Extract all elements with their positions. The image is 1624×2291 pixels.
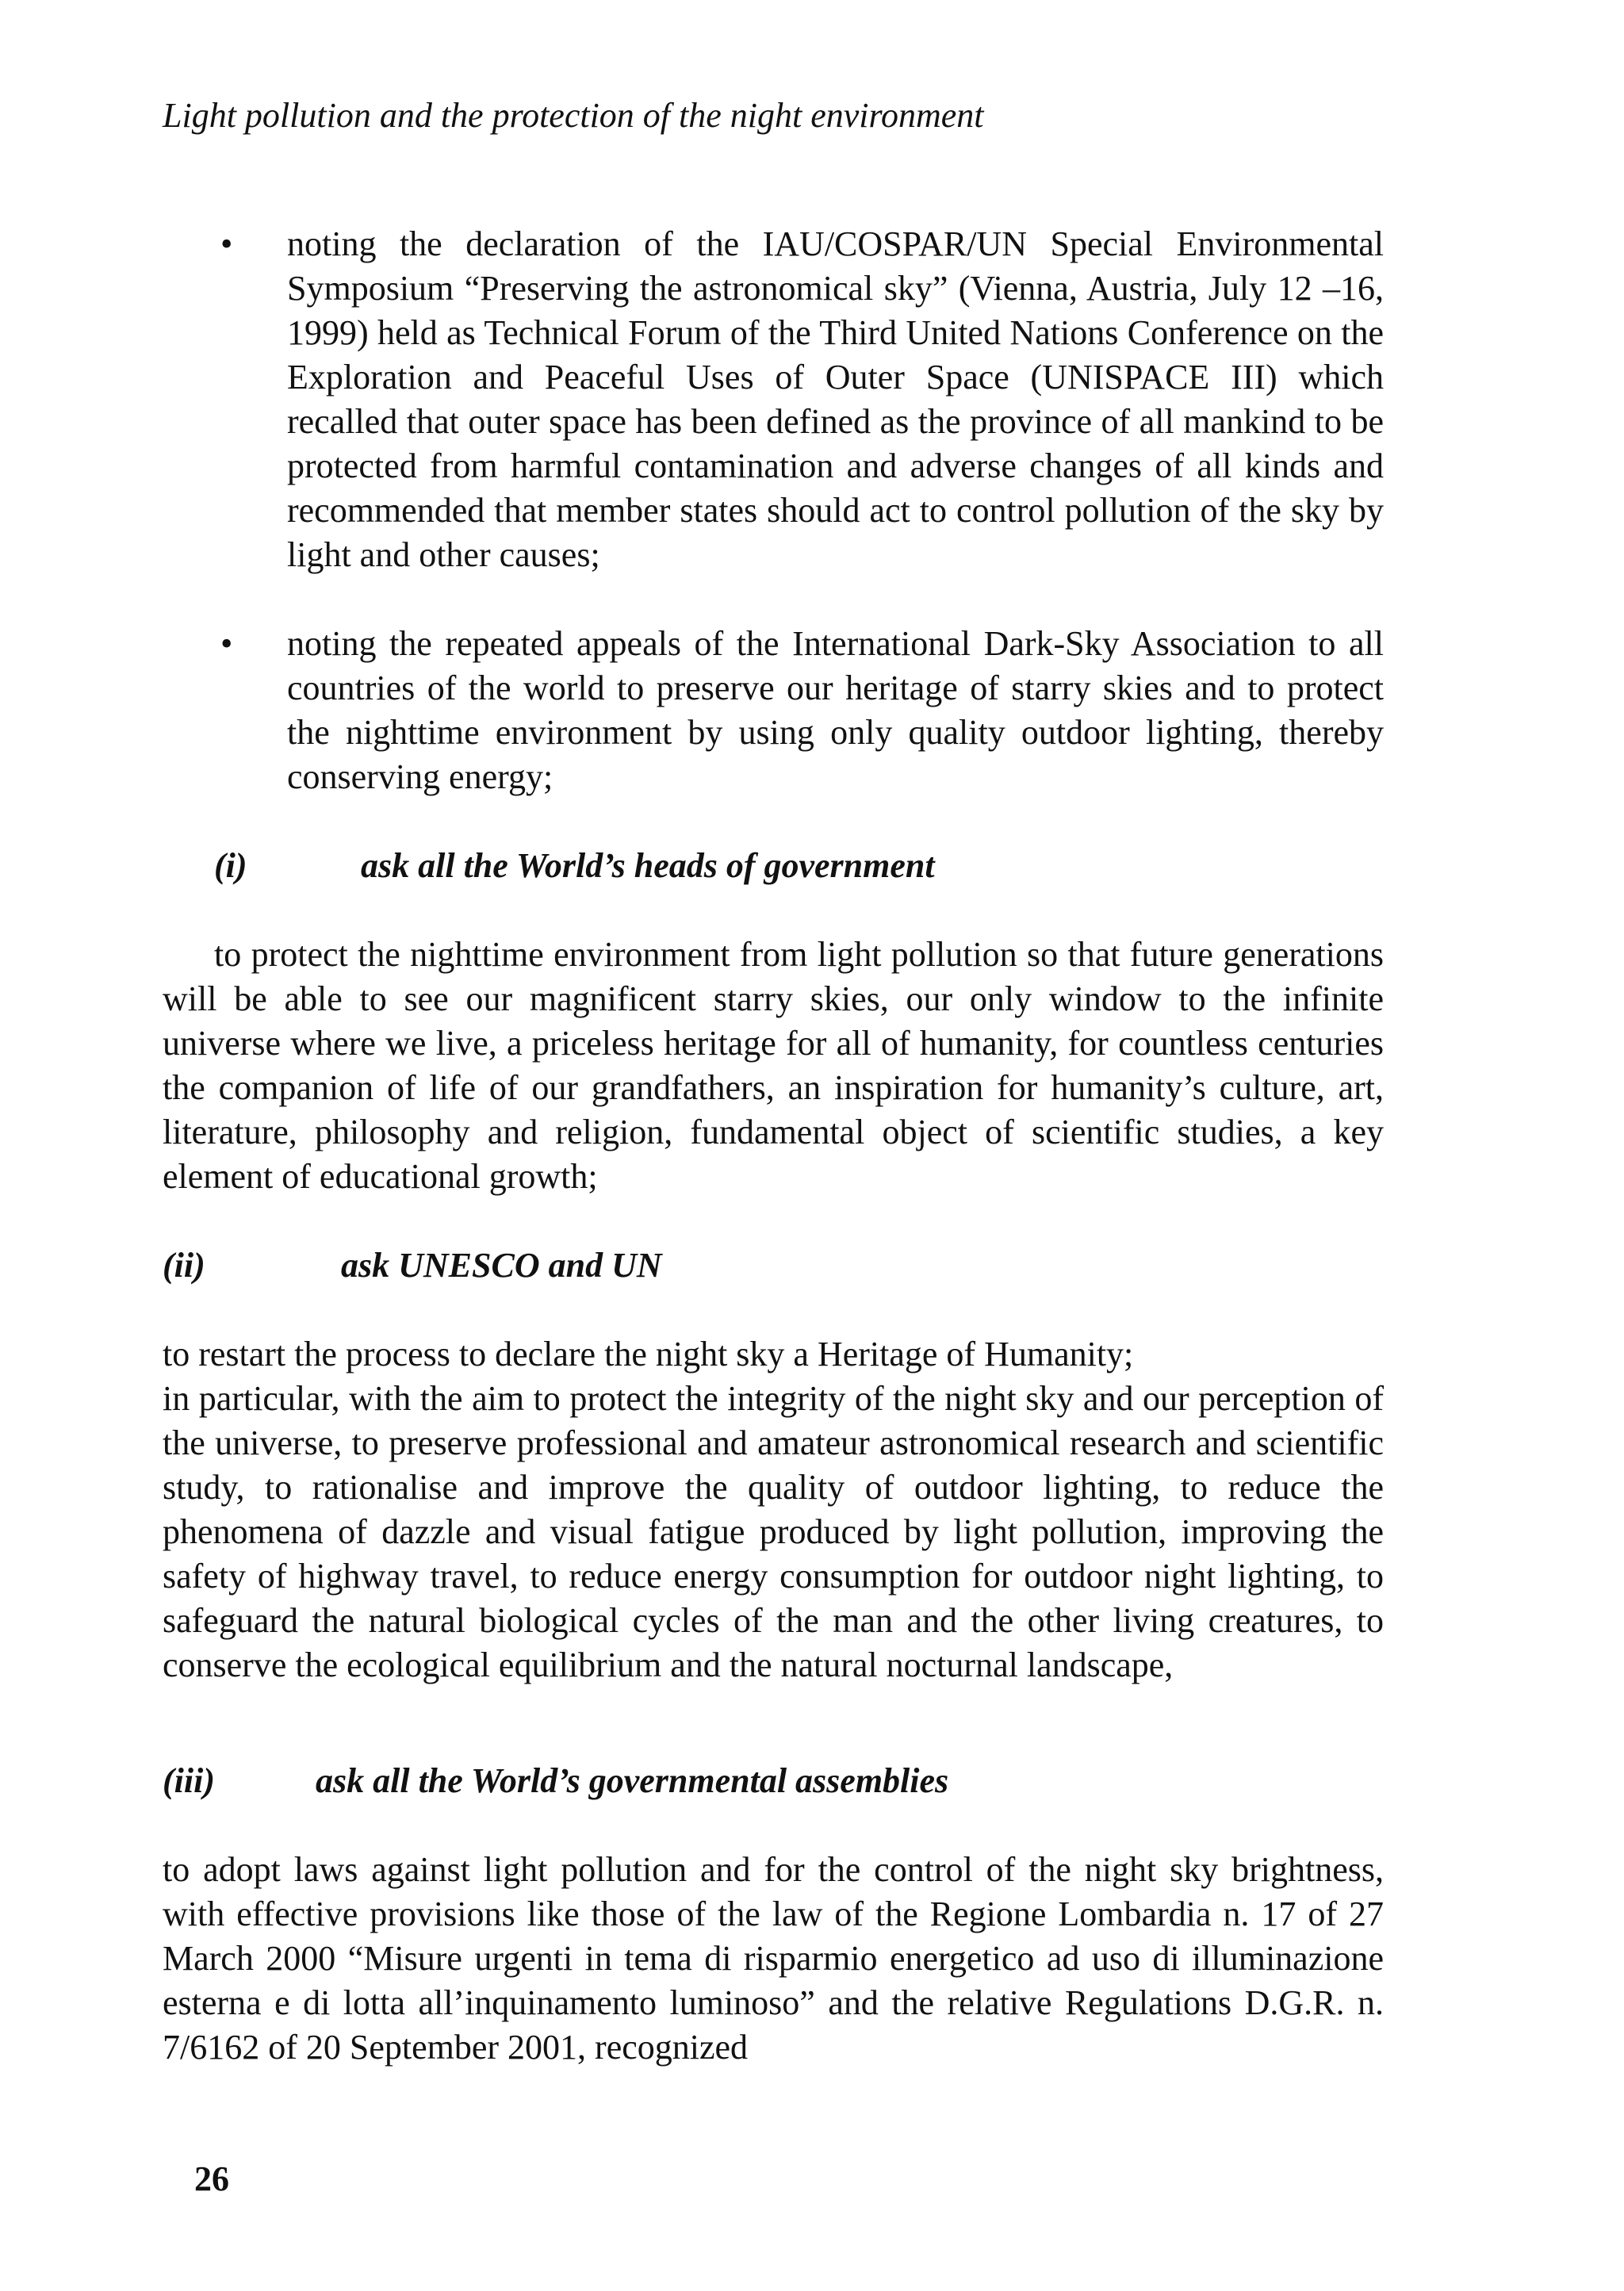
- bullet-text: noting the declaration of the IAU/COSPAR/UN Special Environmental Symposium “Preserving the astronomical sky” (Vienna, Austria, July 12 –16, 1999) held as Technical Forum of the Third United Nations Conference on the Exploration and Peaceful Uses of Outer Space (UNISPACE III) which recalled that outer space has been defined as the province of all mankind to be protected from harmful contamination and adverse changes of all kinds and recommended that member states should act to control pollution of the sky by light and other causes;: [287, 224, 1384, 574]
- section-title: ask all the World’s governmental assemblies: [316, 1761, 949, 1800]
- running-header: Light pollution and the protection of the night environment: [163, 96, 984, 135]
- section-title: ask all the World’s heads of government: [361, 846, 935, 885]
- bullet-item: [214, 222, 1384, 577]
- bullet-icon: •: [220, 624, 233, 663]
- section-heading-iii: [163, 1759, 949, 1803]
- bullet-icon: •: [220, 224, 233, 263]
- section-paragraph: to adopt laws against light pollution and for the control of the night sky brightness, with effective provisions like those of the law of the Regione Lombardia n. 17 of 27 March 2000 “Misure urgenti in tema di risparmio energetico ad uso di illuminazione esterna e di lotta all’inquinamento luminoso” and the relative Regulations D.G.R. n. 7/6162 of 20 September 2001, recognized: [163, 1850, 1384, 2067]
- bullet-text: noting the repeated appeals of the International Dark-Sky Association to all countries of the world to preserve our heritage of starry skies and to protect the nighttime environment by using only quality outdoor lighting, thereby conserving energy;: [287, 624, 1384, 796]
- section-number: (i): [214, 846, 247, 885]
- section-heading-i: [214, 844, 935, 888]
- section-paragraph: to restart the process to declare the night sky a Heritage of Humanity;: [163, 1335, 1134, 1373]
- bullet-item: [214, 622, 1384, 799]
- bullet-list: [214, 222, 1384, 799]
- section-title: ask UNESCO and UN: [341, 1246, 662, 1285]
- section-heading-ii: [163, 1243, 662, 1288]
- page-number: 26: [194, 2159, 229, 2198]
- section-number: (ii): [163, 1246, 205, 1285]
- section-number: (iii): [163, 1761, 215, 1800]
- section-paragraph: to protect the nighttime environment from light pollution so that future generations will be able to see our magnificent starry skies, our only window to the infinite universe where we live, a priceless heritage for all of humanity, for countless centuries the companion of life of our grandfathers, an inspiration for humanity’s culture, art, literature, philosophy and religion, fundamental object of scientific studies, a key element of educational growth;: [163, 935, 1384, 1196]
- section-paragraph: in particular, with the aim to protect the integrity of the night sky and our perception of the universe, to preserve professional and amateur astronomical research and scientific study, to rationalise and improve the quality of outdoor lighting, to reduce the phenomena of dazzle and visual fatigue produced by light pollution, improving the safety of highway travel, to reduce energy consumption for outdoor night lighting, to safeguard the natural biological cycles of the man and the other living creatures, to conserve the ecological equilibrium and the natural nocturnal landscape,: [163, 1379, 1384, 1684]
